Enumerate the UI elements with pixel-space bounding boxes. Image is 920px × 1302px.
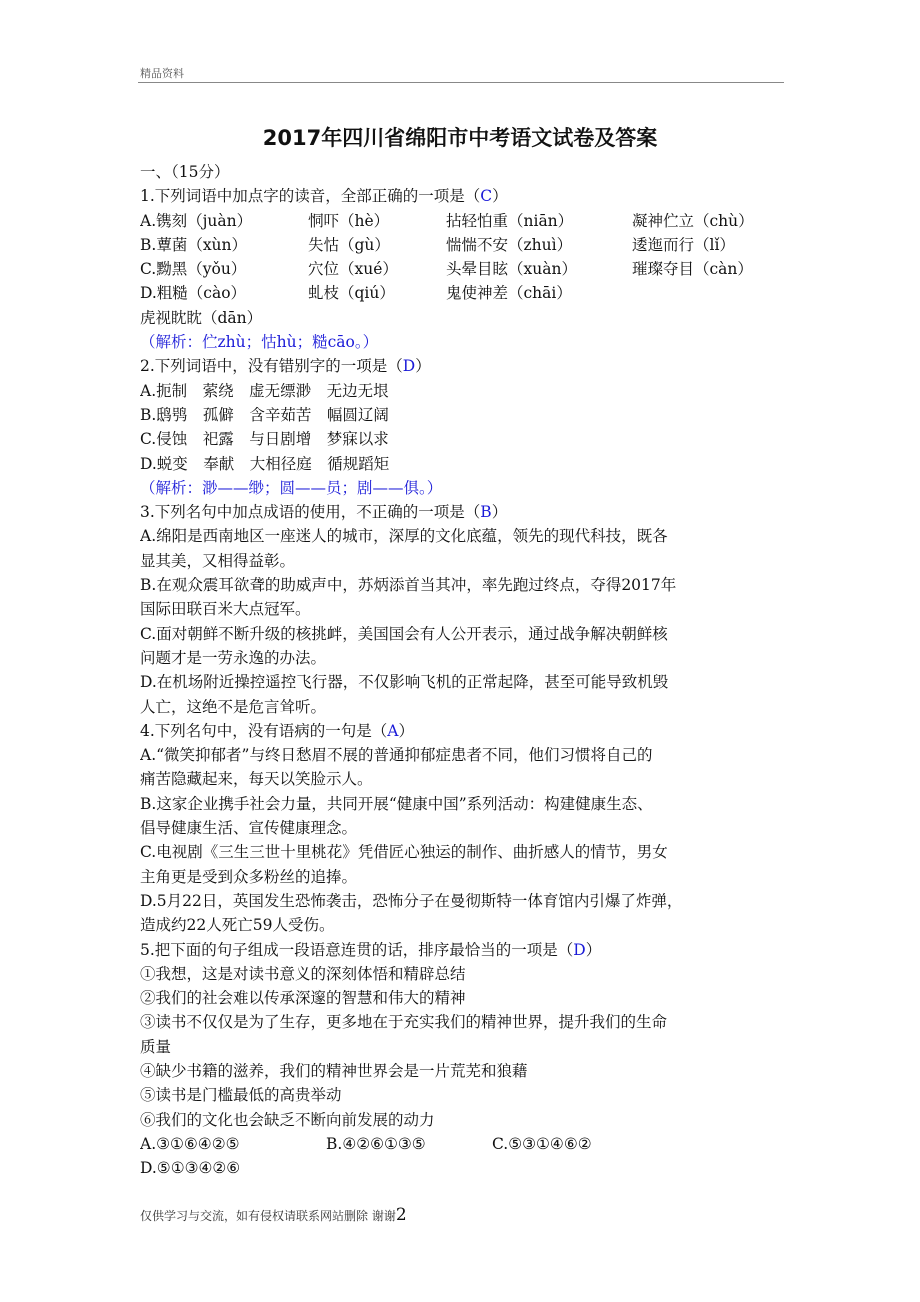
question-1-answer: C: [480, 187, 493, 206]
question-4-answer: A: [387, 721, 399, 740]
question-4-line: 主角更是受到众多粉丝的追捧。: [140, 867, 358, 886]
question-5-sentence: ③读书不仅仅是为了生存，更多地在于充实我们的精神世界，提升我们的生命: [140, 1013, 668, 1032]
question-3-line: 问题才是一劳永逸的办法。: [140, 648, 327, 667]
option-c-word-1: C.黝黑（yǒu）: [140, 260, 247, 279]
question-5-option-a: A.③①⑥④②⑤: [140, 1134, 240, 1153]
question-5-sentence: 质量: [140, 1037, 172, 1056]
question-5-option-c: C.⑤③①④⑥②: [492, 1134, 592, 1153]
option-c-word-3: 头晕目眩（xuàn）: [446, 260, 577, 279]
question-2-option-d: D.蜕变 奉献 大相径庭 循规蹈矩: [140, 454, 390, 473]
question-3-line: B.在观众震耳欲聋的助威声中，苏炳添首当其冲，率先跑过终点，夺得2017年: [140, 576, 677, 595]
option-a-word-3: 拈轻怕重（niān）: [446, 211, 574, 230]
question-4-line: 倡导健康生活、宣传健康理念。: [140, 819, 358, 838]
question-1-option-row-a: [140, 209, 776, 233]
question-4-line: 痛苦隐藏起来，每天以笑脸示人。: [140, 770, 373, 789]
option-d-word-1: D.粗糙（cào）: [140, 284, 247, 303]
question-1-option-row-d: [140, 281, 776, 305]
question-3-line: 国际田联百米大点冠军。: [140, 600, 311, 619]
option-a-word-1: A.镌刻（juàn）: [140, 211, 253, 230]
footer-note: 仅供学习与交流，如有侵权请联系网站删除 谢谢2: [140, 1205, 407, 1225]
question-3-line: D.在机场附近操控遥控飞行器，不仅影响飞机的正常起降，甚至可能导致机毁: [140, 673, 669, 692]
option-a-word-4: 凝神伫立（chù）: [632, 211, 754, 230]
question-2-prompt: 2.下列词语中，没有错别字的一项是（D）: [140, 357, 431, 376]
question-4-prompt: 4.下列名句中，没有语病的一句是（A）: [140, 721, 415, 740]
option-b-word-4: 逶迤而行（lǐ）: [632, 235, 735, 254]
question-2-answer: D: [402, 357, 416, 376]
question-4-line: 造成约22人死亡59人受伤。: [140, 916, 335, 935]
question-4-line: B.这家企业携手社会力量，共同开展“健康中国”系列活动：构建健康生态、: [140, 794, 653, 813]
exam-content: [140, 160, 776, 1180]
question-4-line: D.5月22日，英国发生恐怖袭击，恐怖分子在曼彻斯特一体育馆内引爆了炸弹，: [140, 891, 683, 910]
option-b-word-3: 惴惴不安（zhuì）: [446, 235, 573, 254]
page-number: 2: [395, 1205, 407, 1225]
header-label: 精品资料: [140, 67, 184, 80]
question-5-option-b: B.④②⑥①③⑤: [326, 1134, 426, 1153]
question-4-line: A.“微笑抑郁者”与终日愁眉不展的普通抑郁症患者不同，他们习惯将自己的: [140, 746, 653, 765]
option-d-word-2: 虬枝（qiú）: [308, 284, 395, 303]
question-5-options: [140, 1132, 776, 1156]
option-c-word-4: 璀璨夺目（càn）: [632, 260, 753, 279]
question-1-explanation: （解析：伫zhù；怙hù；糙cāo。）: [140, 333, 379, 352]
question-5-sentence: ⑤读书是门槛最低的高贵举动: [140, 1086, 342, 1105]
option-d-word-3: 鬼使神差（chāi）: [446, 284, 572, 303]
question-5-sentence: ⑥我们的文化也会缺乏不断向前发展的动力: [140, 1110, 435, 1129]
option-c-word-2: 穴位（xué）: [308, 260, 398, 279]
question-5-sentence: ④缺少书籍的滋养，我们的精神世界会是一片荒芜和狼藉: [140, 1061, 528, 1080]
question-2-option-a: A.扼制 萦绕 虚无缥渺 无边无垠: [140, 381, 389, 400]
question-2-option-b: B.鸱鸮 孤僻 含辛茹苦 幅圆辽阔: [140, 405, 389, 424]
question-5-prompt: 5.把下面的句子组成一段语意连贯的话，排序最恰当的一项是（D）: [140, 940, 602, 959]
header-divider: [138, 82, 784, 83]
question-5-sentence: ②我们的社会难以传承深邃的智慧和伟大的精神: [140, 989, 466, 1008]
question-5-sentence: ①我想，这是对读书意义的深刻体悟和精辟总结: [140, 964, 466, 983]
question-2-explanation: （解析：渺——缈；圆——员；剧——俱。）: [140, 478, 443, 497]
question-3-line: 人亡，这绝不是危言耸听。: [140, 697, 327, 716]
question-5-answer: D: [573, 940, 586, 959]
question-3-line: 显其美，又相得益彰。: [140, 551, 296, 570]
page-title: 2017年四川省绵阳市中考语文试卷及答案: [262, 126, 658, 150]
question-3-prompt: 3.下列名句中加点成语的使用，不正确的一项是（B）: [140, 503, 508, 522]
option-b-word-1: B.蕈菌（xùn）: [140, 235, 248, 254]
section-heading: 一、（15分）: [140, 163, 230, 181]
question-1-prompt: 1.下列词语中加点字的读音，全部正确的一项是（C）: [140, 187, 508, 206]
question-1-option-row-c: [140, 257, 776, 281]
question-1-option-row-b: [140, 233, 776, 257]
question-5-option-d: D.⑤①③④②⑥: [140, 1159, 241, 1178]
option-d-word-4: 虎视眈眈（dān）: [140, 308, 263, 327]
option-a-word-2: 恫吓（hè）: [308, 211, 390, 230]
question-3-line: A.绵阳是西南地区一座迷人的城市，深厚的文化底蕴，领先的现代科技，既各: [140, 527, 668, 546]
option-b-word-2: 失怙（gù）: [308, 235, 390, 254]
question-2-option-c: C.侵蚀 祀露 与日剧增 梦寐以求: [140, 430, 389, 449]
question-3-line: C.面对朝鲜不断升级的核挑衅，美国国会有人公开表示，通过战争解决朝鲜核: [140, 624, 668, 643]
question-4-line: C.电视剧《三生三世十里桃花》凭借匠心独运的制作、曲折感人的情节，男女: [140, 843, 668, 862]
question-3-answer: B: [480, 503, 492, 522]
